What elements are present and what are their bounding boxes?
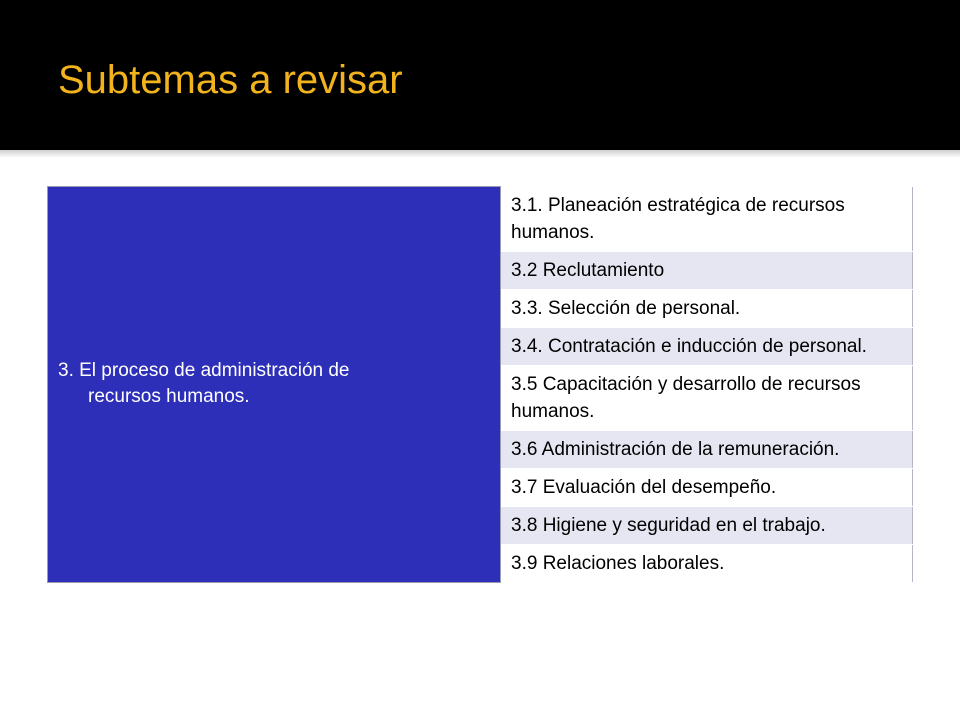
- main-topic-line-2: recursos humanos.: [88, 386, 250, 408]
- title-divider: [0, 150, 960, 158]
- subtopic-cell: 3.8 Higiene y seguridad en el trabajo.: [501, 506, 913, 544]
- slide-title: Subtemas a revisar: [58, 58, 403, 102]
- main-topic-text: [58, 358, 490, 410]
- subtopic-cell: 3.3. Selección de personal.: [501, 289, 913, 327]
- title-bar: [0, 0, 960, 150]
- main-topic-line-1: 3. El proceso de administración de: [58, 360, 350, 382]
- subtopic-cell: 3.2 Reclutamiento: [501, 251, 913, 289]
- subtopic-cell: 3.7 Evaluación del desempeño.: [501, 468, 913, 506]
- subtopics-table: [47, 186, 913, 583]
- subtopic-cell: 3.1. Planeación estratégica de recursos humanos.: [501, 187, 913, 252]
- subtopic-cell: 3.4. Contratación e inducción de personal.: [501, 327, 913, 365]
- subtopic-cell: 3.5 Capacitación y desarrollo de recursos humanos.: [501, 365, 913, 430]
- subtopic-cell: 3.9 Relaciones laborales.: [501, 544, 913, 582]
- main-topic-cell: [48, 187, 501, 583]
- subtopic-cell: 3.6 Administración de la remuneración.: [501, 430, 913, 468]
- table-row: [48, 187, 913, 252]
